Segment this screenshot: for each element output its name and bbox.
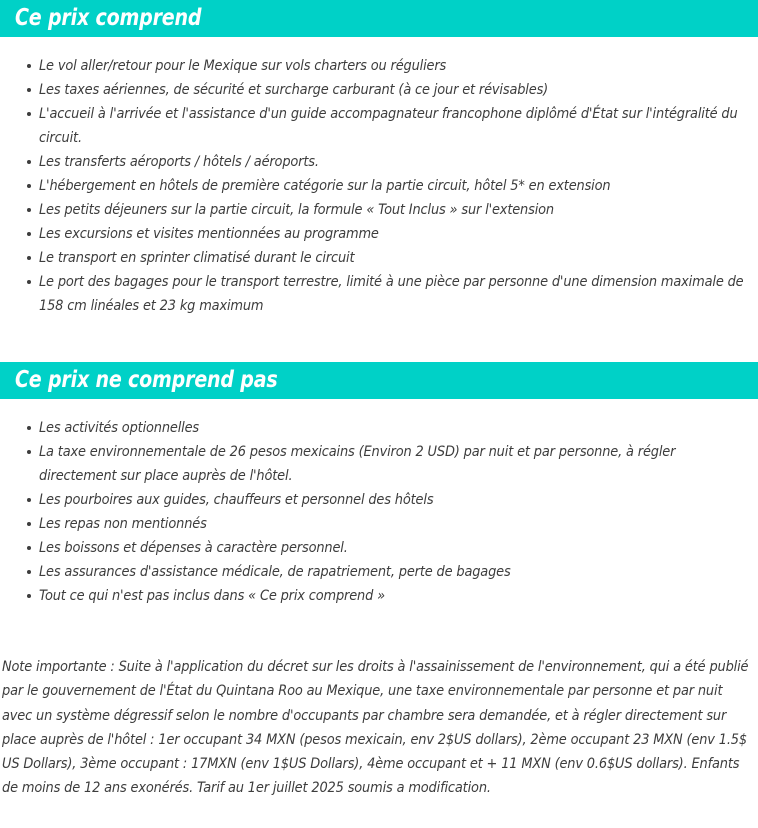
section-title-excluded: Ce prix ne comprend pas: [15, 367, 278, 393]
list-item: Les transferts aéroports / hôtels / aéroports.: [0, 150, 758, 174]
list-item: L'hébergement en hôtels de première catégorie sur la partie circuit, hôtel 5* en extension: [0, 174, 758, 198]
list-item: Les assurances d'assistance médicale, de rapatriement, perte de bagages: [0, 560, 758, 584]
list-item: L'accueil à l'arrivée et l'assistance d'un guide accompagnateur francophone diplômé d'État sur l'intégralité du circuit.: [0, 102, 758, 150]
section-banner-excluded: [0, 362, 758, 399]
list-item: Les activités optionnelles: [0, 416, 758, 440]
section-title-included: Ce prix comprend: [15, 5, 202, 31]
list-item: Les pourboires aux guides, chauffeurs et personnel des hôtels: [0, 488, 758, 512]
important-note: Note importante : Suite à l'application du décret sur les droits à l'assainissement de l'environnement, qui a été publié par le gouvernement de l'État du Quintana Roo au Mexique, une taxe environnementale par personne et par nuit avec un système dégressif selon le nombre d'occupants par chambre sera demandée, et à régler directement sur place auprès de l'hôtel : 1er occupant 34 MXN (pesos mexicain, env 2$US dollars), 2ème occupant 23 MXN (env 1.5$ US Dollars), 3ème occupant : 17MXN (env 1$US Dollars), 4ème occupant et + 11 MXN (env 0.6$US dollars). Enfants de moins de 12 ans exonérés. Tarif au 1er juillet 2025 soumis a modification.: [2, 659, 749, 797]
list-item: Le vol aller/retour pour le Mexique sur vols charters ou réguliers: [0, 54, 758, 78]
list-item: Les boissons et dépenses à caractère personnel.: [0, 536, 758, 560]
section-spacer: [0, 318, 758, 362]
excluded-list: [0, 399, 758, 608]
list-item: Tout ce qui n'est pas inclus dans « Ce prix comprend »: [0, 584, 758, 608]
list-item: Le port des bagages pour le transport terrestre, limité à une pièce par personne d'une dimension maximale de 158 cm linéales et 23 kg maximum: [0, 270, 758, 318]
list-item: Les repas non mentionnés: [0, 512, 758, 536]
list-item: Le transport en sprinter climatisé durant le circuit: [0, 246, 758, 270]
section-banner-included: [0, 0, 758, 37]
list-item: Les taxes aériennes, de sécurité et surcharge carburant (à ce jour et révisables): [0, 78, 758, 102]
list-item: Les petits déjeuners sur la partie circuit, la formule « Tout Inclus » sur l'extension: [0, 198, 758, 222]
included-list: [0, 37, 758, 318]
list-item: Les excursions et visites mentionnées au programme: [0, 222, 758, 246]
list-item: La taxe environnementale de 26 pesos mexicains (Environ 2 USD) par nuit et par personne, à régler directement sur place auprès de l'hôtel.: [0, 440, 758, 488]
